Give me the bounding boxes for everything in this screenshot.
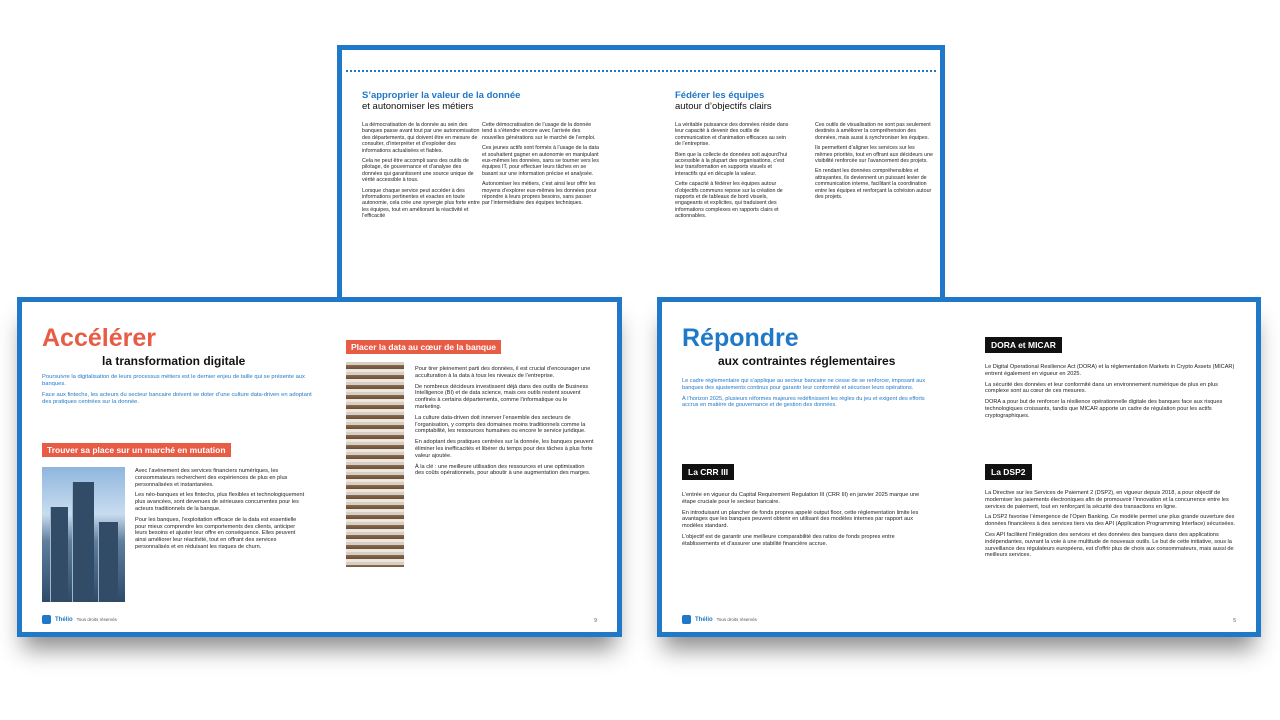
paragraph: La DSP2 favorise l’émergence de l’Open Banking. Ce modèle permet une plus grande ouverture des données financières à des services tiers via des API (Application Programming Interface) sécurisées.	[985, 514, 1235, 528]
page-subtitle: aux contraintes réglementaires	[718, 354, 896, 368]
paragraph: Ces jeunes actifs sont formés à l’usage de la data et souhaitent gagner en autonomie en manipulant eux-mêmes les données, sans se tourner vers les équipes IT, pour effectuer leurs tâches en se basant sur une information précise et analysée.	[482, 145, 599, 177]
paragraph: Cette démocratisation de l’usage de la donnée tend à s’étendre encore avec l’arrivée des nouvelles générations sur le marché de l’emploi.	[482, 122, 596, 141]
paragraph: La véritable puissance des données réside dans leur capacité à devenir des outils de communication et d’animation efficaces au sein de l’entreprise.	[675, 122, 789, 148]
section-title: S’approprier la valeur de la donnée	[362, 90, 521, 101]
page-number: 9	[594, 618, 597, 624]
paragraph: Face aux fintechs, les acteurs du secteur bancaire doivent se doter d’une culture data-driven en adoptant des pratiques centrées sur la donnée.	[42, 392, 312, 405]
text-column	[815, 122, 933, 204]
paragraph: Cette capacité à fédérer les équipes autour d’objectifs communs repose sur la création de rapports et de tableaux de bord visuels, engageants et explicites, qui traduisent des informations complexes en rapports clairs et actionnables.	[675, 181, 783, 220]
paragraph: En rendant les données compréhensibles et attrayantes, ils deviennent un puissant levier de communication interne, facilitant la coordination entre les équipes et renforçant la cohésion autour des projets.	[815, 168, 932, 201]
paragraph: DORA a pour but de renforcer la résilience opérationnelle digitale des banques face aux risques technologiques croissants, tandis que MICAR apporte un cadre de régulation pour les actifs cryptographiques.	[985, 399, 1223, 419]
paragraph: À l’horizon 2025, plusieurs réformes majeures redéfinissent les règles du jeu et exigent des efforts accrus en matière de gouvernance et de gestion des données.	[682, 395, 925, 409]
section-label-crr: La CRR III	[682, 464, 734, 480]
section-title: Fédérer les équipes	[675, 90, 765, 101]
paragraph: La sécurité des données et leur conformité dans un environnement numérique de plus en plus complexe sont au cœur de ces mesures.	[985, 381, 1218, 395]
tower-shape	[50, 507, 68, 602]
section-federer	[675, 90, 935, 220]
paragraph: Cela ne peut être accompli sans des outils de pilotage, de gouvernance et d’analyse des données qui garantissent une source unique de vérité accessible à tous.	[362, 158, 474, 184]
tower-shape	[72, 482, 94, 602]
page-number: 5	[1233, 618, 1236, 624]
paragraph: Pour tirer pleinement parti des données, il est crucial d’encourager une acculturation à la data à tous les niveaux de l’entreprise.	[415, 366, 591, 379]
paragraph: La culture data-driven doit innerver l’ensemble des secteurs de l’organisation, y compris des domaines moins traditionnels comme la comptabilité, les ressources humaines ou encore le service juridique.	[415, 414, 586, 435]
paragraph: Le Digital Operational Resilience Act (DORA) et la réglementation Markets in Crypto Assets (MICAR) entrent également en vigueur en 2025.	[985, 364, 1235, 377]
paragraph: Avec l’avènement des services financiers numériques, les consommateurs recherchent des expériences de plus en plus personnalisées et instantanées.	[135, 468, 288, 488]
document-page-top	[337, 45, 945, 303]
text-column	[482, 122, 600, 211]
paragraph: En introduisant un plancher de fonds propres appelé output floor, cette réglementation limite les avantages que les banques peuvent obtenir en utilisant des modèles internes par rapport aux modèles standard.	[682, 509, 919, 530]
text-column	[985, 364, 1243, 424]
paragraph: Bien que la collecte de données soit aujourd’hui accessible à la plupart des organisations, c’est leur transformation en supports visuels et interactifs qui en décuple la valeur.	[675, 151, 788, 177]
section-subtitle: et autonomiser les métiers	[362, 101, 474, 112]
paragraph: Poursuivre la digitalisation de leurs processus métiers est le dernier enjeu de taille qui se présente aux banques.	[42, 374, 305, 387]
paragraph: À la clé : une meilleure utilisation des ressources et une optimisation des coûts opérationnels, pour aboutir à une augmentation des marges.	[415, 463, 591, 477]
text-column	[682, 492, 927, 552]
paragraph: L’objectif est de garantir une meilleure comparabilité des ratios de fonds propres entre établissements et d’assurer une stabilité financière accrue.	[682, 533, 895, 547]
rights-text: Tous droits réservés	[716, 617, 757, 622]
brand-logo-icon	[42, 615, 51, 624]
tower-shape	[98, 522, 118, 602]
dotted-divider	[346, 70, 936, 72]
paragraph: Autonomiser les métiers, c’est ainsi leur offrir les moyens d’explorer eux-mêmes les données pour répondre à leurs propres besoins, sans passer par l’intermédiaire des équipes techniques.	[482, 181, 597, 207]
page-title: Accélérer	[42, 324, 156, 352]
section-label-dora: DORA et MICAR	[985, 337, 1062, 353]
text-column	[415, 366, 595, 481]
paragraph: La Directive sur les Services de Paiement 2 (DSP2), en vigueur depuis 2018, a pour objectif de moderniser les paiements électroniques afin de promouvoir l’innovation et la concurrence entre les services de paiement, tout en renforçant la sécurité des transactions en ligne.	[985, 490, 1229, 510]
brand-name: Thélio	[695, 616, 713, 623]
paragraph: Ces API facilitent l’intégration des services et des données des banques dans des applications indépendantes, ouvrant la voie à une multitude de nouveaux outils. Le but de cette initiative, sous la surveillance des régulateurs européens, est d’offrir plus de choix aux consommateurs, mais aussi de meilleurs services.	[985, 531, 1234, 559]
section-label-dsp2: La DSP2	[985, 464, 1032, 480]
paragraph: Le cadre réglementaire qui s’applique au secteur bancaire ne cesse de se renforcer, imposant aux banques des ajustements continus pour garantir leur conformité et sécuriser leurs opérations.	[682, 378, 926, 391]
city-towers-photo	[42, 467, 125, 602]
section-banner: Placer la data au cœur de la banque	[346, 340, 501, 354]
page-footer	[42, 615, 117, 624]
page-title: Répondre	[682, 324, 799, 352]
brand-name: Thélio	[55, 616, 73, 623]
paragraph: L’entrée en vigueur du Capital Requirement Regulation III (CRR III) en janvier 2025 marque une étape cruciale pour le secteur bancaire.	[682, 492, 920, 505]
paragraph: Ces outils de visualisation ne sont pas seulement destinés à améliorer la compréhension des données, mais aussi à synchroniser les équipes.	[815, 122, 931, 141]
paragraph: Lorsque chaque service peut accéder à des informations pertinentes et exactes en toute autonomie, cela crée une synergie plus forte entre les équipes, tout en améliorant la réactivité et l’efficacité	[362, 187, 480, 220]
section-value-data	[362, 90, 622, 220]
text-column	[985, 490, 1243, 563]
library-shelves-photo	[346, 362, 404, 567]
intro-text	[682, 378, 932, 413]
paragraph: Pour les banques, l’exploitation efficace de la data est essentielle pour mieux comprendre les comportements des clients, anticiper leurs besoins et ajuster leur offre en conséquence. Elles peuvent ainsi améliorer leur réactivité, tout en offrant des services personnalisés et en réduisant les risques de churn.	[135, 516, 297, 550]
brand-logo-icon	[682, 615, 691, 624]
rights-text: Tous droits réservés	[76, 617, 117, 622]
document-page-right	[657, 297, 1261, 637]
page-subtitle: la transformation digitale	[102, 354, 246, 368]
paragraph: La démocratisation de la donnée au sein des banques passe avant tout par une autonomisation des départements, qui doivent être en mesure de consulter, d’interpréter et d’exploiter des informations actualisées et fiables.	[362, 122, 480, 154]
page-footer	[682, 615, 757, 624]
paragraph: Les néo-banques et les fintechs, plus flexibles et technologiquement plus avancées, sont devenues de sérieuses concurrentes pour les acteurs traditionnels de la banque.	[135, 492, 305, 512]
paragraph: En adoptant des pratiques centrées sur la donnée, les banques peuvent éliminer les inefficacités et libérer du temps pour des tâches à plus forte valeur ajoutée.	[415, 439, 594, 459]
text-column	[675, 122, 793, 224]
paragraph: Ils permettent d’aligner les services sur les mêmes priorités, tout en offrant aux décideurs une visibilité renforcée sur l’avancement des projets.	[815, 145, 933, 165]
section-subtitle: autour d’objectifs clairs	[675, 101, 772, 112]
text-column	[135, 468, 305, 555]
section-banner: Trouver sa place sur un marché en mutation	[42, 443, 231, 457]
text-column	[362, 122, 480, 224]
document-page-left	[17, 297, 622, 637]
intro-text	[42, 374, 312, 410]
paragraph: De nombreux décideurs investissent déjà dans des outils de Business Intelligence (BI) et de data science, mais ces outils restent souvent confinés à certains départements, comme l’informatique ou le marketing.	[415, 383, 589, 410]
